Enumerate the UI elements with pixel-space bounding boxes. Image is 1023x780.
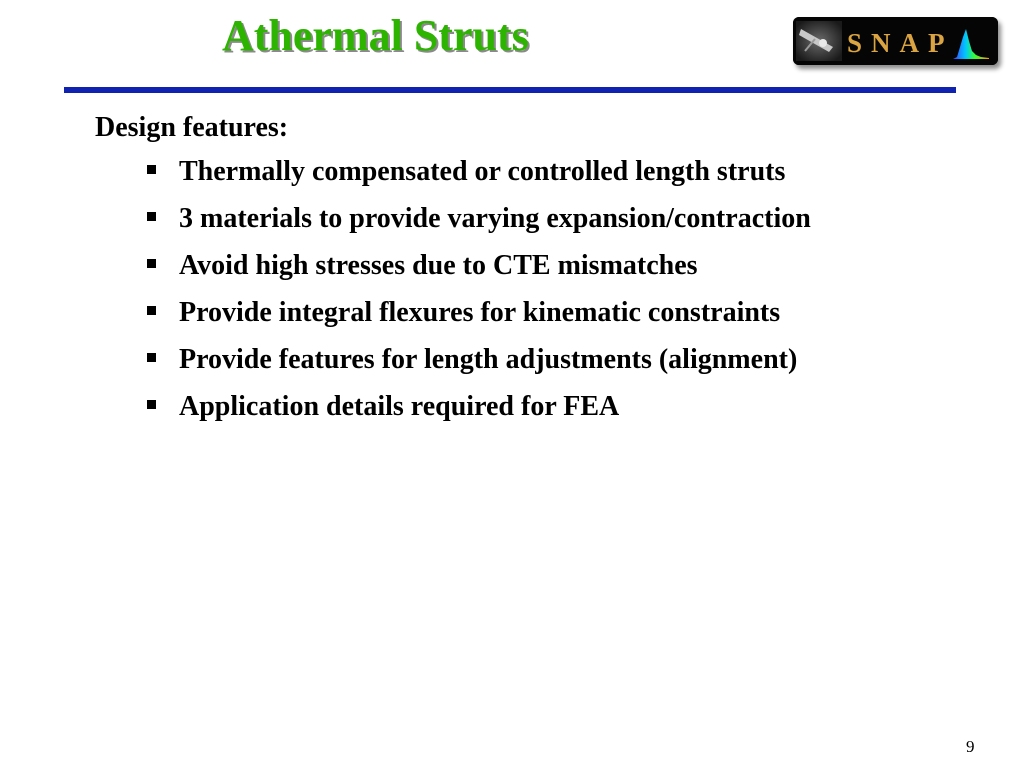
square-bullet-icon: [147, 165, 156, 174]
bullet-text: Avoid high stresses due to CTE mismatches: [179, 250, 698, 281]
slide-title: Athermal Struts: [222, 11, 529, 60]
list-item: [147, 297, 811, 344]
square-bullet-icon: [147, 353, 156, 362]
list-item: [147, 391, 811, 438]
snap-logo: [793, 17, 998, 65]
list-item: [147, 344, 811, 391]
list-item: [147, 156, 811, 203]
bullet-text: 3 materials to provide varying expansion/contraction: [179, 203, 811, 234]
list-item: [147, 203, 811, 250]
logo-text: SNAP: [847, 28, 954, 58]
bullet-list: [147, 156, 811, 438]
bullet-text: Provide features for length adjustments (alignment): [179, 344, 798, 375]
snap-logo-graphic: [793, 17, 998, 65]
bullet-text: Thermally compensated or controlled length struts: [179, 156, 786, 187]
bullet-text: Application details required for FEA: [179, 391, 620, 422]
square-bullet-icon: [147, 212, 156, 221]
square-bullet-icon: [147, 259, 156, 268]
page-number: 9: [966, 737, 975, 756]
title-divider: [64, 87, 956, 93]
section-heading: Design features:: [95, 112, 289, 143]
square-bullet-icon: [147, 306, 156, 315]
list-item: [147, 250, 811, 297]
bullet-text: Provide integral flexures for kinematic constraints: [179, 297, 781, 328]
square-bullet-icon: [147, 400, 156, 409]
